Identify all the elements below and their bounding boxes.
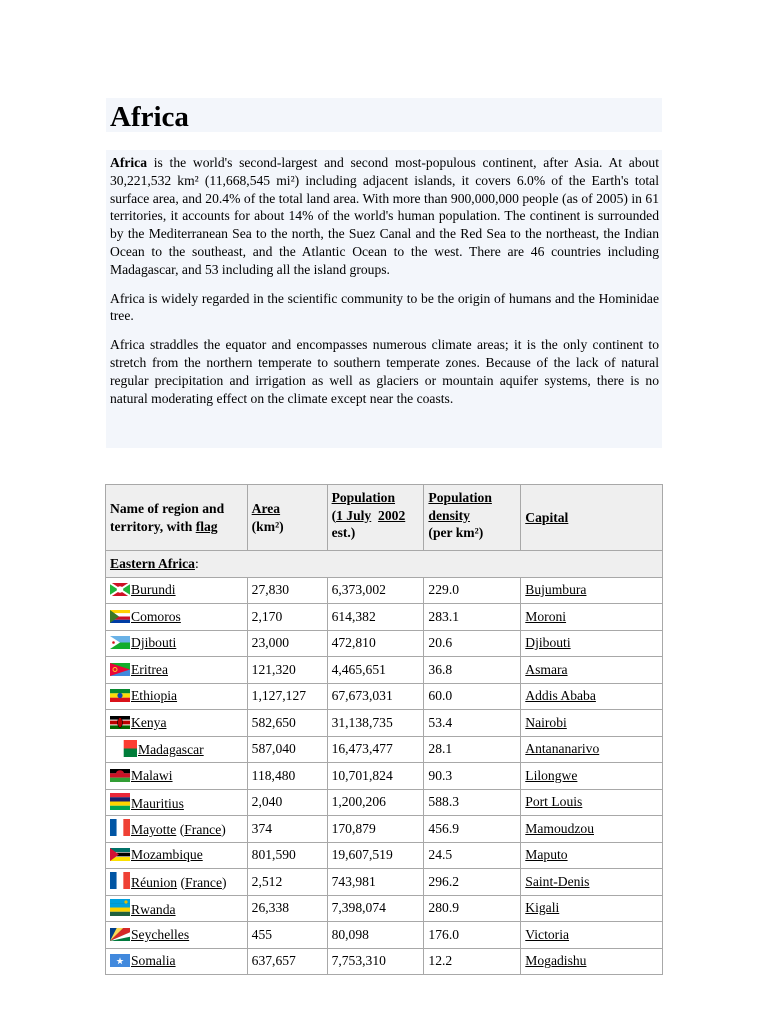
- regions-table: [105, 484, 663, 975]
- mauritius-flag-icon[interactable]: [110, 793, 130, 810]
- intro-paragraph-3: Africa straddles the equator and encompasses numerous climate areas; it is the only continent to stretch from the northern temperate to southern temperate zones. Because of the lack of natural regular precipitation and irrigation as well as glaciers or mountain aquifer systems, there is no natural moderating effect on the climate except near the coasts.: [110, 337, 659, 406]
- density-cell: 90.3: [424, 763, 521, 790]
- region-cell: Eastern Africa:: [106, 551, 663, 578]
- capital-cell: [521, 948, 663, 975]
- density-cell: 24.5: [424, 842, 521, 869]
- population-cell: 19,607,519: [327, 842, 424, 869]
- territory-link[interactable]: Seychelles: [131, 926, 190, 942]
- eritrea-flag-icon[interactable]: [110, 663, 130, 676]
- capital-cell: [521, 816, 663, 843]
- density-cell: 28.1: [424, 736, 521, 763]
- density-cell: 20.6: [424, 630, 521, 657]
- territory-cell: [106, 604, 248, 631]
- territory-link[interactable]: Comoros: [131, 608, 181, 624]
- table-row: [106, 710, 663, 737]
- territory-cell: [106, 630, 248, 657]
- note-open: (: [177, 875, 186, 891]
- table-row: [106, 657, 663, 684]
- population-cell: 614,382: [327, 604, 424, 631]
- territory-link[interactable]: Djibouti: [131, 635, 177, 651]
- area-cell: 23,000: [247, 630, 327, 657]
- population-cell: 80,098: [327, 922, 424, 949]
- year-link[interactable]: 2002: [378, 507, 406, 523]
- note-close: ): [222, 875, 227, 891]
- territory-link[interactable]: Ethiopia: [131, 688, 178, 704]
- area-cell: 1,127,127: [247, 683, 327, 710]
- density-cell: 588.3: [424, 789, 521, 816]
- population-cell: 170,879: [327, 816, 424, 843]
- territory-link[interactable]: Eritrea: [131, 661, 168, 677]
- capital-link[interactable]: Victoria: [525, 926, 570, 942]
- intro-paragraph-2: Africa is widely regarded in the scientific community to be the origin of humans and the Hominidae tree.: [110, 290, 659, 324]
- table-row: [106, 604, 663, 631]
- capital-link[interactable]: Capital: [525, 509, 569, 525]
- table-row: [106, 842, 663, 869]
- capital-cell: [521, 657, 663, 684]
- population-cell: 743,981: [327, 869, 424, 896]
- capital-link[interactable]: Maputo: [525, 847, 568, 863]
- table-row: [106, 948, 663, 975]
- region-row: [106, 551, 663, 578]
- population-cell: 31,138,735: [327, 710, 424, 737]
- territory-link[interactable]: Somalia: [131, 953, 176, 969]
- capital-link[interactable]: Antananarivo: [525, 741, 600, 757]
- header-population: Population (1 July 2002 est.): [327, 485, 424, 551]
- territory-cell: [106, 763, 248, 790]
- territory-link[interactable]: Rwanda: [131, 901, 176, 917]
- territory-link[interactable]: Burundi: [131, 582, 176, 598]
- capital-link[interactable]: Lilongwe: [525, 767, 578, 783]
- territory-link[interactable]: Kenya: [131, 714, 167, 730]
- france-flag-icon[interactable]: [110, 819, 130, 836]
- capital-cell: [521, 604, 663, 631]
- intro-text: [110, 154, 659, 418]
- density-cell: 229.0: [424, 577, 521, 604]
- density-cell: 176.0: [424, 922, 521, 949]
- territory-link[interactable]: Malawi: [131, 767, 173, 783]
- density-link[interactable]: Population density: [428, 490, 492, 523]
- population-cell: 6,373,002: [327, 577, 424, 604]
- table-row: [106, 736, 663, 763]
- density-cell: 12.2: [424, 948, 521, 975]
- area-link[interactable]: Area: [251, 501, 281, 516]
- comoros-flag-icon[interactable]: [110, 610, 130, 623]
- table-header-row: [106, 485, 663, 551]
- title-background: [106, 98, 662, 132]
- territory-cell: [106, 577, 248, 604]
- note-close: ): [221, 822, 226, 838]
- capital-cell: [521, 577, 663, 604]
- capital-cell: [521, 789, 663, 816]
- kenya-flag-icon[interactable]: [110, 716, 130, 729]
- density-cell: 280.9: [424, 895, 521, 922]
- territory-cell: [106, 816, 248, 843]
- table-row: [106, 816, 663, 843]
- note-open: (: [176, 822, 185, 838]
- density-cell: 283.1: [424, 604, 521, 631]
- territory-link[interactable]: Réunion: [131, 875, 178, 891]
- table-row: [106, 869, 663, 896]
- territory-cell: [106, 683, 248, 710]
- density-cell: 60.0: [424, 683, 521, 710]
- capital-link[interactable]: Port Louis: [525, 794, 583, 810]
- table-row: [106, 922, 663, 949]
- page-title: Africa: [110, 101, 189, 133]
- territory-cell: [106, 710, 248, 737]
- mozambique-flag-icon[interactable]: [110, 848, 130, 861]
- capital-link[interactable]: Addis Ababa: [525, 688, 596, 704]
- territory-cell: [106, 789, 248, 816]
- population-cell: 1,200,206: [327, 789, 424, 816]
- djibouti-flag-icon[interactable]: [110, 636, 130, 649]
- capital-link[interactable]: Kigali: [525, 900, 560, 916]
- area-cell: 801,590: [247, 842, 327, 869]
- density-cell: 456.9: [424, 816, 521, 843]
- table-row: [106, 763, 663, 790]
- density-cell: 53.4: [424, 710, 521, 737]
- capital-cell: [521, 630, 663, 657]
- table-row: [106, 789, 663, 816]
- capital-link[interactable]: Nairobi: [525, 714, 567, 730]
- area-cell: 587,040: [247, 736, 327, 763]
- capital-link[interactable]: Djibouti: [525, 635, 571, 651]
- header-area: Area (km²): [247, 485, 327, 551]
- population-cell: 67,673,031: [327, 683, 424, 710]
- rwanda-flag-icon[interactable]: [110, 899, 130, 916]
- capital-link[interactable]: Mamoudzou: [525, 820, 594, 836]
- area-cell: 637,657: [247, 948, 327, 975]
- area-cell: 455: [247, 922, 327, 949]
- population-cell: 10,701,824: [327, 763, 424, 790]
- area-cell: 374: [247, 816, 327, 843]
- malawi-flag-icon[interactable]: [110, 769, 130, 782]
- territory-link[interactable]: Mayotte: [131, 822, 177, 838]
- sovereign-link[interactable]: France: [184, 822, 222, 838]
- table-row: [106, 630, 663, 657]
- sovereign-link[interactable]: France: [185, 875, 223, 891]
- capital-cell: [521, 736, 663, 763]
- capital-link[interactable]: Saint-Denis: [525, 873, 590, 889]
- capital-link[interactable]: Bujumbura: [525, 582, 587, 598]
- intro-lead: Africa: [110, 155, 147, 170]
- seychelles-flag-icon[interactable]: [110, 928, 130, 941]
- territory-cell: [106, 895, 248, 922]
- region-link[interactable]: Eastern Africa: [110, 555, 195, 571]
- capital-cell: [521, 683, 663, 710]
- table-row: [106, 683, 663, 710]
- population-cell: 16,473,477: [327, 736, 424, 763]
- area-cell: 2,170: [247, 604, 327, 631]
- table-row: [106, 895, 663, 922]
- territory-link[interactable]: Mozambique: [131, 847, 203, 863]
- date-link[interactable]: 1 July: [336, 507, 372, 523]
- france-flag-icon[interactable]: [110, 872, 130, 889]
- header-density: Population density (per km²): [424, 485, 521, 551]
- population-cell: 4,465,651: [327, 657, 424, 684]
- burundi-flag-icon[interactable]: [110, 583, 130, 596]
- flag-link[interactable]: flag: [195, 518, 218, 534]
- table-row: [106, 577, 663, 604]
- capital-cell: [521, 922, 663, 949]
- population-cell: 7,398,074: [327, 895, 424, 922]
- capital-cell: [521, 869, 663, 896]
- somalia-flag-icon[interactable]: [110, 954, 130, 967]
- capital-cell: [521, 842, 663, 869]
- area-cell: 2,512: [247, 869, 327, 896]
- density-cell: 36.8: [424, 657, 521, 684]
- madagascar-flag-icon[interactable]: [117, 740, 137, 757]
- density-cell: 296.2: [424, 869, 521, 896]
- population-cell: 472,810: [327, 630, 424, 657]
- capital-cell: [521, 763, 663, 790]
- capital-cell: [521, 710, 663, 737]
- capital-link[interactable]: Moroni: [525, 608, 567, 624]
- territory-cell: [106, 869, 248, 896]
- area-cell: 582,650: [247, 710, 327, 737]
- capital-link[interactable]: Mogadishu: [525, 953, 587, 969]
- area-cell: 121,320: [247, 657, 327, 684]
- capital-link[interactable]: Asmara: [525, 661, 568, 677]
- area-cell: 118,480: [247, 763, 327, 790]
- territory-link[interactable]: Madagascar: [138, 742, 204, 758]
- territory-cell: [106, 922, 248, 949]
- header-name: Name of region and territory, with flag: [106, 485, 248, 551]
- area-cell: 27,830: [247, 577, 327, 604]
- territory-link[interactable]: Mauritius: [131, 795, 184, 811]
- population-link[interactable]: Population: [331, 490, 396, 505]
- header-capital: [521, 485, 663, 551]
- population-cell: 7,753,310: [327, 948, 424, 975]
- intro-paragraph-1-text: is the world's second-largest and second most-populous continent, after Asia. At about 30,221,532 km² (11,668,545 mi²) including adjacent islands, it covers 6.0% of the Earth's total surface area, and 20.4% of the total land area. With more than 900,000,000 people (as of 2005) in 61 territories, it accounts for about 14% of the world's human population. The continent is surrounded by the Mediterranean Sea to the north, the Suez Canal and the Red Sea to the northeast, the Indian Ocean to the southeast, and the Atlantic Ocean to the west. There are 46 countries including Madagascar, and 53 including all the island groups.: [110, 155, 659, 277]
- territory-cell: [106, 948, 248, 975]
- territory-cell: [106, 657, 248, 684]
- ethiopia-flag-icon[interactable]: [110, 689, 130, 702]
- capital-cell: [521, 895, 663, 922]
- territory-cell: [106, 736, 248, 763]
- intro-paragraph-1: [110, 154, 659, 279]
- area-cell: 26,338: [247, 895, 327, 922]
- territory-cell: [106, 842, 248, 869]
- area-cell: 2,040: [247, 789, 327, 816]
